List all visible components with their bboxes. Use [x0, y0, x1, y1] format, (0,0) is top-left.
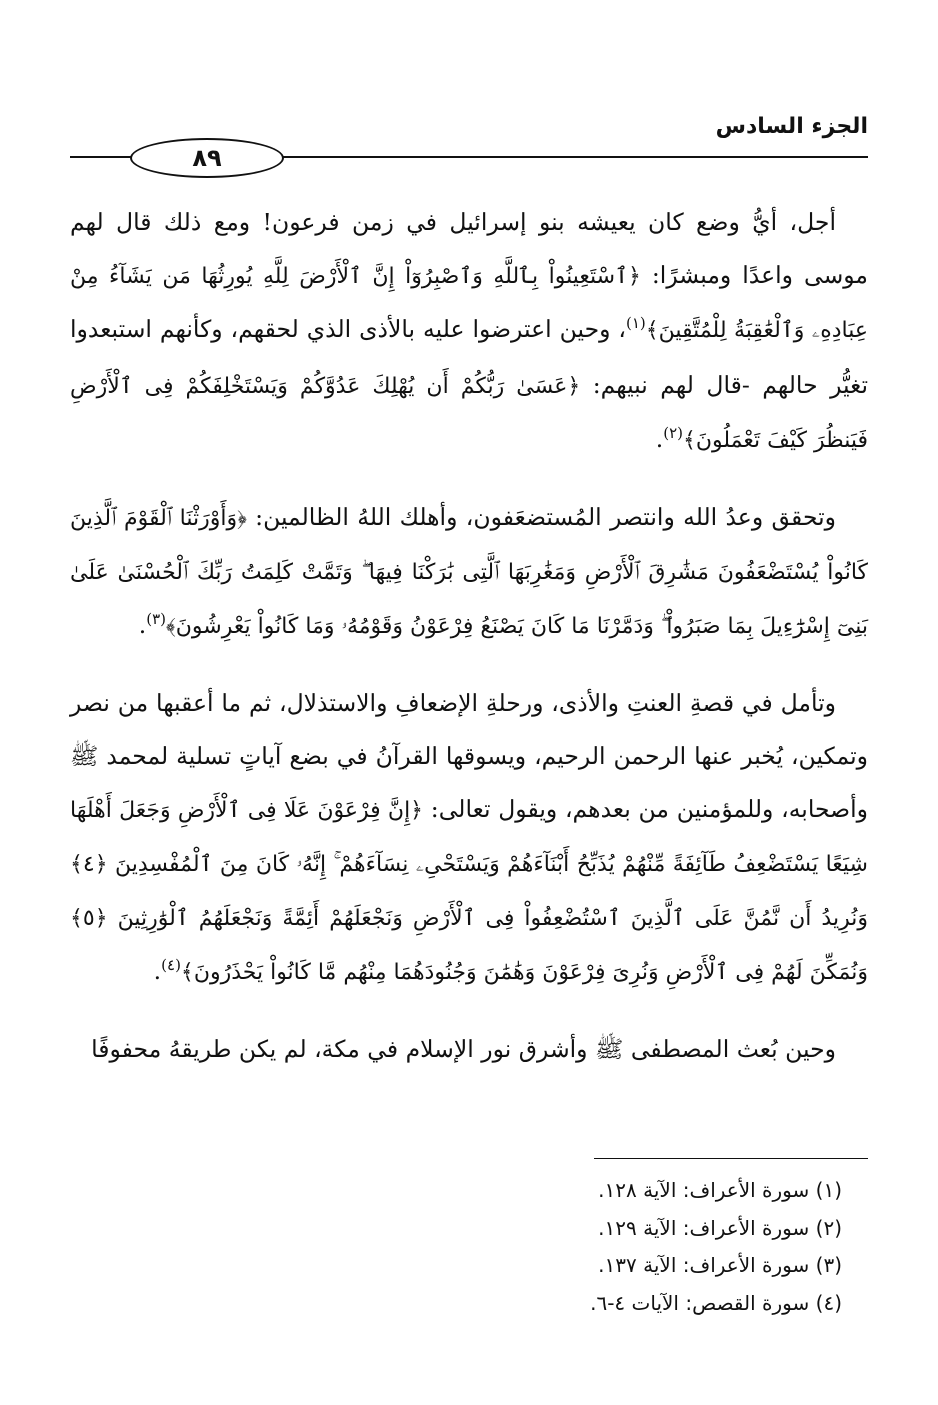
page-header [70, 112, 868, 182]
quran-quote: ﴿إِنَّ فِرْعَوْنَ عَلَا فِى ٱلْأَرْضِ وَجَعَلَ أَهْلَهَا شِيَعًا يَسْتَضْعِفُ طَآئِفَةً مِّنْهُمْ يُذَبِّحُ أَبْنَآءَهُمْ وَيَسْتَحْىِۦ نِسَآءَهُمْ ۚ إِنَّهُۥ كَانَ مِنَ ٱلْمُفْسِدِينَ ﴿٤﴾ وَنُرِيدُ أَن نَّمُنَّ عَلَى ٱلَّذِينَ ٱسْتُضْعِفُواْ فِى ٱلْأَرْضِ وَنَجْعَلَهُمْ أَئِمَّةً وَنَجْعَلَهُمُ ٱلْوَٰرِثِينَ ﴿٥﴾ وَنُمَكِّنَ لَهُمْ فِى ٱلْأَرْضِ وَنُرِىَ فِرْعَوْنَ وَهَٰمَٰنَ وَجُنُودَهُمَا مِنْهُم مَّا كَانُواْ يَحْذَرُونَ﴾ [70, 798, 868, 985]
footnotes [70, 1172, 842, 1322]
text-run: وتأمل في قصةِ العنتِ والأذى، ورحلةِ الإضعافِ والاستذلال، ثم ما أعقبها من نصر وتمكين، يُخبر عنها الرحمن الرحيم، ويسوقها القرآنُ في بضع آياتٍ تسلية لمحمد ﷺ وأصحابه، وللمؤمنين من بعدهم، ويقول تعالى: [70, 689, 868, 823]
paragraph-4 [70, 1023, 868, 1076]
page-number: ٨٩ [130, 138, 284, 178]
footnote-ref: (٢) [663, 424, 683, 442]
text-run: ، وحين اعترضوا عليه بالأذى الذي لحقهم، وكأنهم استبعدوا تغيُّر حالهم -قال لهم نبيهم: [70, 315, 869, 399]
text-run: . [655, 425, 664, 453]
footnote-ref: (١) [626, 314, 646, 332]
quran-quote: ﴿وَأَوْرَثْنَا ٱلْقَوْمَ ٱلَّذِينَ كَانُواْ يُسْتَضْعَفُونَ مَشَٰرِقَ ٱلْأَرْضِ وَمَغَٰرِبَهَا ٱلَّتِى بَٰرَكْنَا فِيهَا ۖ وَتَمَّتْ كَلِمَتُ رَبِّكَ ٱلْحُسْنَىٰ عَلَىٰ بَنِىٓ إِسْرَٰٓءِيلَ بِمَا صَبَرُواْ ۖ وَدَمَّرْنَا مَا كَانَ يَصْنَعُ فِرْعَوْنُ وَقَوْمُهُۥ وَمَا كَانُواْ يَعْرِشُونَ﴾ [70, 506, 868, 639]
text-run: . [153, 957, 162, 985]
main-text [70, 196, 868, 1098]
footnote-4: (٤) سورة القصص: الآيات ٤-٦. [590, 1290, 842, 1315]
paragraph-3 [70, 677, 868, 1001]
text-run: . [138, 611, 147, 639]
footnote-1: (١) سورة الأعراف: الآية ١٢٨. [598, 1178, 842, 1202]
quran-quote: ﴿ٱسْتَعِينُواْ بِٱللَّهِ وَٱصْبِرُوٓاْ إِنَّ ٱلْأَرْضَ لِلَّهِ يُورِثُهَا مَن يَشَآءُ مِنْ عِبَادِهِۦ وَٱلْعَٰقِبَةُ لِلْمُتَّقِينَ﴾ [70, 264, 868, 343]
footnote-separator [594, 1158, 868, 1159]
footnote-ref: (٤) [161, 956, 181, 974]
quran-quote: ﴿عَسَىٰ رَبُّكُمْ أَن يُهْلِكَ عَدُوَّكُمْ وَيَسْتَخْلِفَكُمْ فِى ٱلْأَرْضِ فَيَنظُرَ كَيْفَ تَعْمَلُونَ﴾ [70, 374, 868, 453]
footnote-ref: (٣) [146, 610, 167, 628]
paragraph-2 [70, 491, 868, 655]
text-run: وحين بُعث المصطفى ﷺ وأشرق نور الإسلام في مكة، لم يكن طريقهُ محفوفًا [91, 1035, 836, 1063]
text-run: وتحقق وعدُ الله وانتصر المُستضعَفون، وأهلك اللهُ الظالمين: [246, 503, 837, 531]
footnote-3: (٣) سورة الأعراف: الآية ١٣٧. [598, 1253, 842, 1277]
footnote-2: (٢) سورة الأعراف: الآية ١٢٩. [598, 1215, 842, 1240]
text-run: أجل، أيُّ وضع كان يعيشه بنو إسرائيل في زمن فرعون! ومع ذلك قال لهم موسى واعدًا ومبشرًا: [70, 208, 868, 289]
paragraph-1 [70, 196, 868, 469]
running-header-title: الجزء السادس [715, 114, 868, 139]
